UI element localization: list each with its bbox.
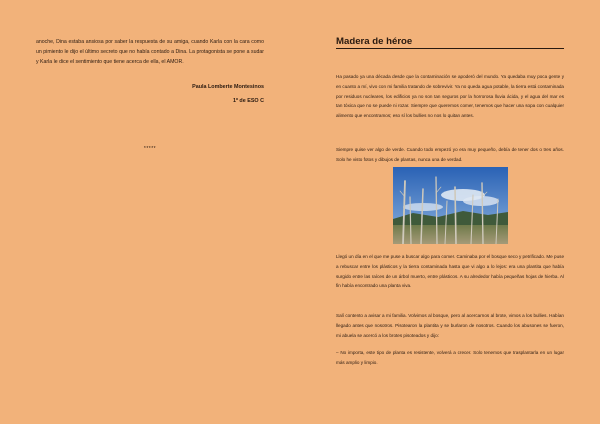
story-paragraph-1: Ha pasado ya una década desde que la contaminación se apoderó del mundo. Ya quedaba muy poca gente y en cuanto a mí, vivo con mi familia tratando de sobrevivir. Ya no queda agua potable, la tierra está contaminada por residuos nucleares, los edificios ya no son tan seguros por la horrorosa lluvia ácida, y el agua del mar es tan tóxica que no se puede ni rozar. Siempre que queremos comer, tenemos que hacer una sopa con cualquier alimento que encontramos; eso sí los bullies no nos lo quitan antes.: [336, 74, 564, 119]
story-ending-paragraph: anoche, Dina estaba ansiosa por saber la respuesta de su amiga, cuando Karla con la cara como un pimiento le dijo el último secreto que no había contado a Dina. La protagonista se pone a sudar y Karla le dice el sentimiento que tiene acerca de ella, el AMOR.: [36, 39, 264, 65]
author-name: Paula Lomberte Montesinos: [192, 84, 264, 90]
author-grade: 1º de ESO C: [232, 98, 264, 104]
story-paragraph-5: – No importa, este tipo de planta es resistente, volverá a crecer. Solo tenemos que trasplantarla en un lugar más amplio y limpio.: [336, 350, 564, 365]
story-paragraph-2: Siempre quise ver algo de verde. Cuando todo empezó yo era muy pequeño, debía de tener dos o tres años. Solo he visto fotos y dibujos de plantas, nunca una de verdad.: [336, 147, 564, 162]
section-separator: *****: [143, 146, 157, 152]
right-page: [300, 0, 600, 424]
story-paragraph-4: Salí contento a avisar a mi familia. Volvimos al bosque, pero al acercarnos al brote, vimos a los bullies. Habían llegado antes que nosotros. Pisotearon la plantita y se burlaron de nosotros. Cuando los abusones se fueron, mi abuela se acercó a los brotes pisoteados y dijo:: [336, 313, 564, 338]
story-paragraph-3: Llegó un día en el que me puse a buscar algo para comer. Caminaba por el bosque seco y petrificado. Me puse a rebuscar entre los plásticos y la tierra contaminada hasta que vi algo a lo lejos: era una plantita que había surgido entre las raíces de un árbol muerto, entre plásticos. A su alrededor había pequeñas hojas de hierba. Al fin había encontrado una planta viva.: [336, 254, 564, 289]
story-title: Madera de héroe: [336, 36, 564, 49]
dead-forest-photo: [393, 167, 508, 244]
